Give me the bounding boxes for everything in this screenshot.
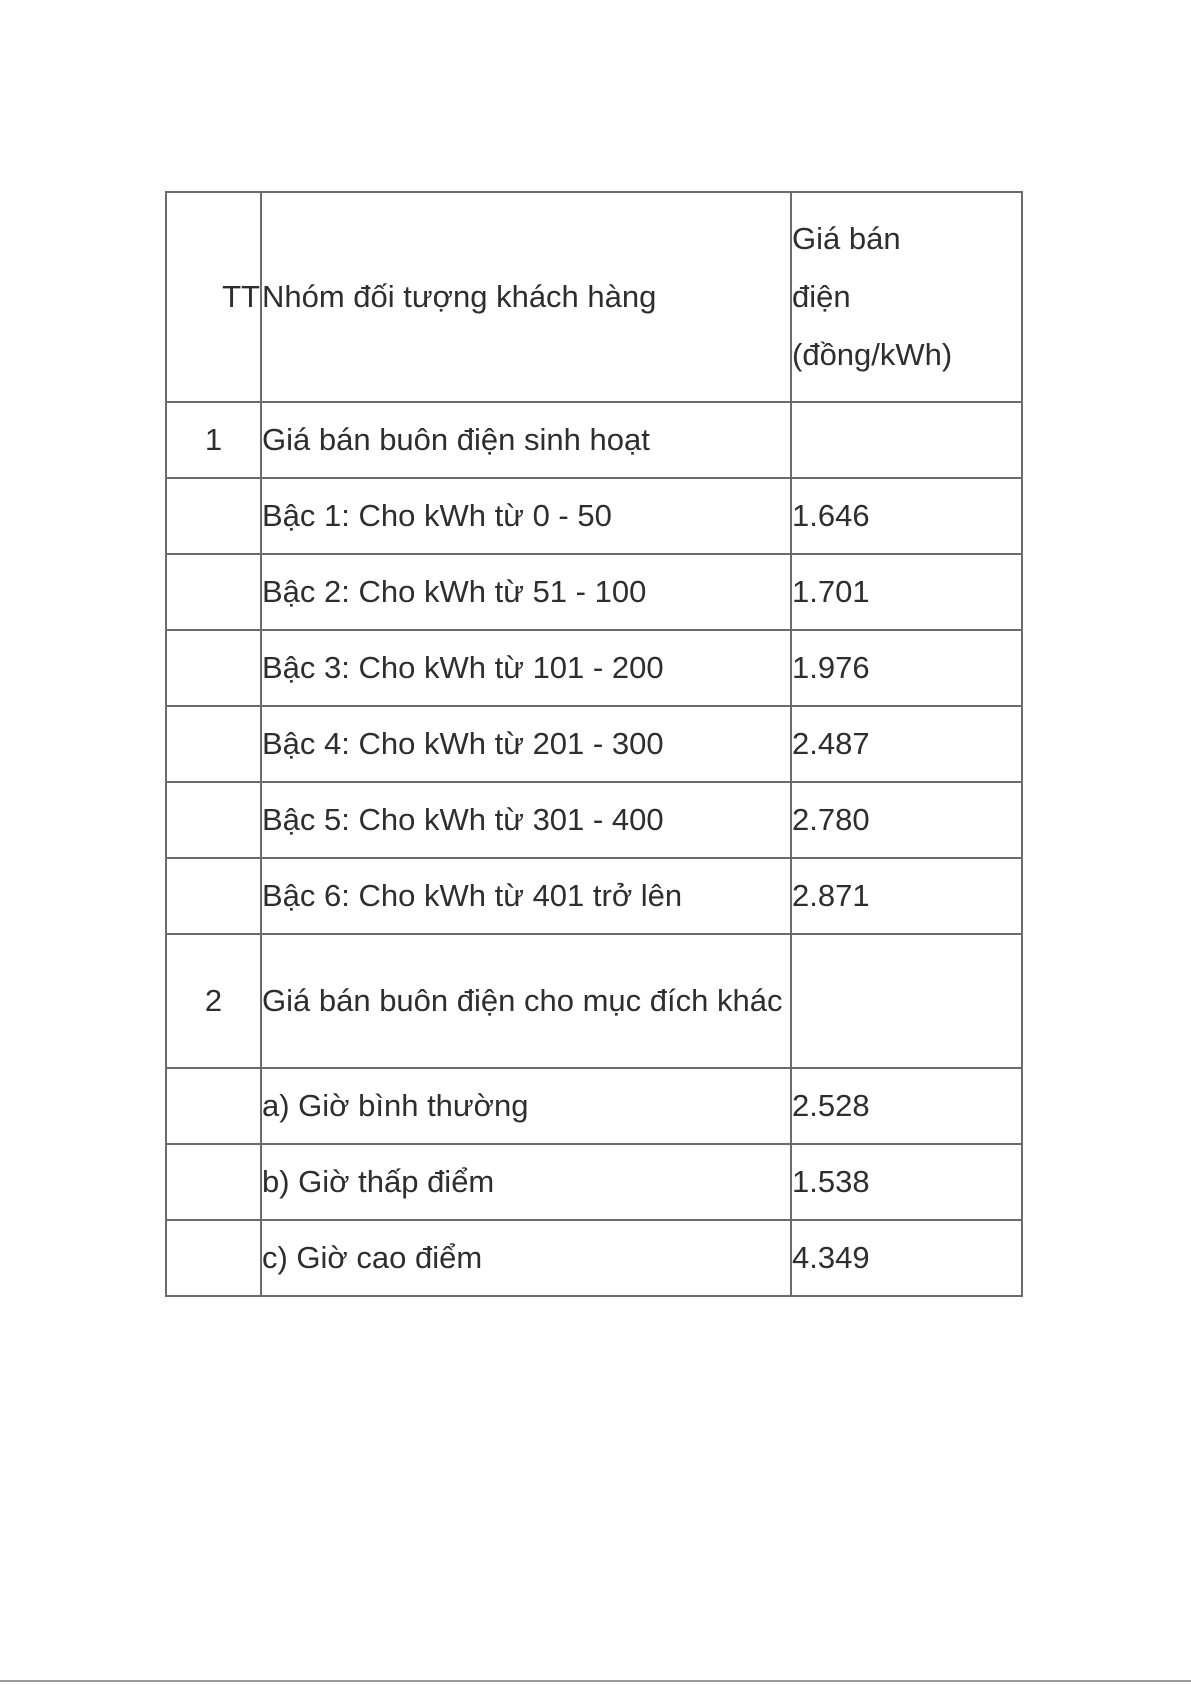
- table-row: [166, 706, 1022, 782]
- page-bottom-rule: [0, 1680, 1191, 1682]
- row-group: Bậc 3: Cho kWh từ 101 - 200: [261, 630, 791, 706]
- row-group: Bậc 2: Cho kWh từ 51 - 100: [261, 554, 791, 630]
- table-row: [166, 782, 1022, 858]
- row-price: 1.976: [791, 630, 1022, 706]
- row-tt: 1: [166, 402, 261, 478]
- row-tt: [166, 1068, 261, 1144]
- row-tt: [166, 1144, 261, 1220]
- row-price: 2.780: [791, 782, 1022, 858]
- row-price: 1.701: [791, 554, 1022, 630]
- row-group: Bậc 1: Cho kWh từ 0 - 50: [261, 478, 791, 554]
- row-group: Bậc 5: Cho kWh từ 301 - 400: [261, 782, 791, 858]
- table-row: [166, 630, 1022, 706]
- table-header-row: [166, 192, 1022, 402]
- row-tt: [166, 478, 261, 554]
- header-customer-group: Nhóm đối tượng khách hàng: [261, 192, 791, 402]
- row-price: 2.487: [791, 706, 1022, 782]
- row-tt: [166, 858, 261, 934]
- row-group: Bậc 4: Cho kWh từ 201 - 300: [261, 706, 791, 782]
- row-tt: [166, 706, 261, 782]
- row-price: 1.646: [791, 478, 1022, 554]
- table-row: [166, 858, 1022, 934]
- table-row: [166, 1220, 1022, 1296]
- row-group: c) Giờ cao điểm: [261, 1220, 791, 1296]
- row-price: 4.349: [791, 1220, 1022, 1296]
- row-tt: 2: [166, 934, 261, 1068]
- row-price: 2.871: [791, 858, 1022, 934]
- table-row: [166, 1068, 1022, 1144]
- header-tt: TT: [166, 192, 261, 402]
- row-group: Giá bán buôn điện sinh hoạt: [261, 402, 791, 478]
- row-tt: [166, 782, 261, 858]
- table-row: [166, 934, 1022, 1068]
- row-price: [791, 402, 1022, 478]
- row-group: a) Giờ bình thường: [261, 1068, 791, 1144]
- row-price: 1.538: [791, 1144, 1022, 1220]
- header-price-line3: (đồng/kWh): [792, 337, 953, 372]
- row-group: Bậc 6: Cho kWh từ 401 trở lên: [261, 858, 791, 934]
- row-tt: [166, 554, 261, 630]
- header-price-line2: điện: [792, 279, 851, 314]
- table-row: [166, 478, 1022, 554]
- row-group: b) Giờ thấp điểm: [261, 1144, 791, 1220]
- table-row: [166, 402, 1022, 478]
- row-group: Giá bán buôn điện cho mục đích khác: [261, 934, 791, 1068]
- header-price-line1: Giá bán: [792, 221, 901, 256]
- row-price: 2.528: [791, 1068, 1022, 1144]
- table-row: [166, 1144, 1022, 1220]
- header-price: [791, 192, 1022, 402]
- table-row: [166, 554, 1022, 630]
- row-tt: [166, 1220, 261, 1296]
- row-tt: [166, 630, 261, 706]
- row-price: [791, 934, 1022, 1068]
- electricity-price-table: [165, 191, 1023, 1297]
